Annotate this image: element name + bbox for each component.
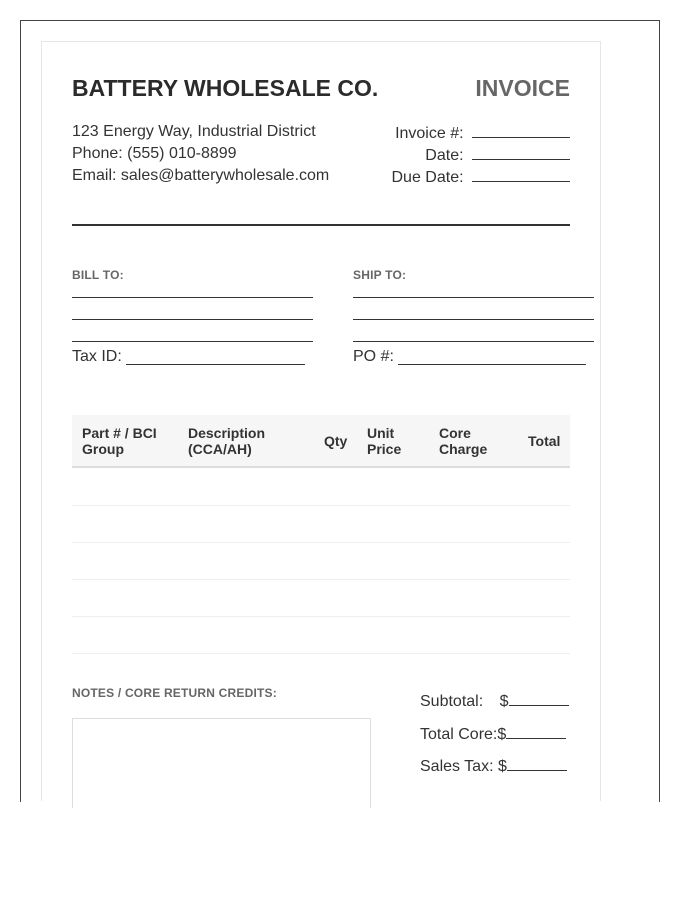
- invoice-number-label: Invoice #:: [395, 125, 464, 142]
- tax-id-label: Tax ID:: [72, 348, 122, 365]
- date-label: Date:: [425, 147, 464, 164]
- table-row[interactable]: [72, 653, 570, 654]
- due-date-row: [320, 167, 570, 187]
- sales-tax-currency: $: [497, 758, 507, 775]
- tax-id-field[interactable]: [126, 364, 305, 365]
- company-email: Email: sales@batterywholesale.com: [72, 167, 330, 184]
- bill-to-line-1[interactable]: [72, 297, 313, 298]
- due-date-field[interactable]: [472, 167, 570, 182]
- company-phone: Phone: (555) 010-8899: [72, 145, 237, 162]
- column-header-part-number: Part # / BCI Group: [82, 425, 157, 457]
- po-number-field[interactable]: [398, 364, 586, 365]
- table-row[interactable]: [72, 579, 570, 580]
- bill-to-label: BILL TO:: [72, 268, 124, 282]
- subtotal-row: [420, 691, 569, 711]
- line-items-table-header: [72, 415, 570, 468]
- column-header-unit-price: Unit Price: [367, 425, 402, 457]
- sales-tax-label: Sales Tax:: [420, 758, 494, 775]
- ship-to-line-1[interactable]: [353, 297, 594, 298]
- sales-tax-field[interactable]: [507, 756, 567, 771]
- total-core-row: [420, 724, 566, 744]
- invoice-document: [41, 41, 601, 801]
- company-address: 123 Energy Way, Industrial District: [72, 123, 316, 140]
- table-row[interactable]: [72, 542, 570, 543]
- subtotal-field[interactable]: [509, 691, 569, 706]
- invoice-number-field[interactable]: [472, 123, 570, 138]
- ship-to-label: SHIP TO:: [353, 268, 407, 282]
- ship-to-line-2[interactable]: [353, 319, 594, 320]
- notes-label: NOTES / CORE RETURN CREDITS:: [72, 686, 277, 700]
- total-core-currency: $: [497, 726, 507, 743]
- ship-to-line-3[interactable]: [353, 341, 594, 342]
- bill-to-line-3[interactable]: [72, 341, 313, 342]
- column-header-total: Total: [528, 433, 561, 449]
- table-row[interactable]: [72, 616, 570, 617]
- column-header-core-charge: Core Charge: [439, 425, 488, 457]
- header-divider: [72, 224, 570, 226]
- date-field[interactable]: [472, 145, 570, 160]
- subtotal-currency: $: [499, 693, 509, 710]
- po-number-label: PO #:: [353, 348, 394, 365]
- due-date-label: Due Date:: [391, 169, 464, 186]
- subtotal-label: Subtotal:: [420, 693, 484, 710]
- total-core-field[interactable]: [506, 724, 566, 739]
- sales-tax-row: [420, 756, 567, 776]
- notes-textarea[interactable]: [72, 718, 371, 808]
- table-row[interactable]: [72, 505, 570, 506]
- column-header-qty: Qty: [324, 433, 348, 449]
- invoice-number-row: [320, 123, 570, 143]
- date-row: [320, 145, 570, 165]
- bill-to-line-2[interactable]: [72, 319, 313, 320]
- company-name: BATTERY WHOLESALE CO.: [72, 75, 379, 101]
- invoice-title: INVOICE: [475, 75, 570, 101]
- total-core-label: Total Core:: [420, 726, 498, 743]
- column-header-description: Description (CCA/AH): [188, 425, 266, 457]
